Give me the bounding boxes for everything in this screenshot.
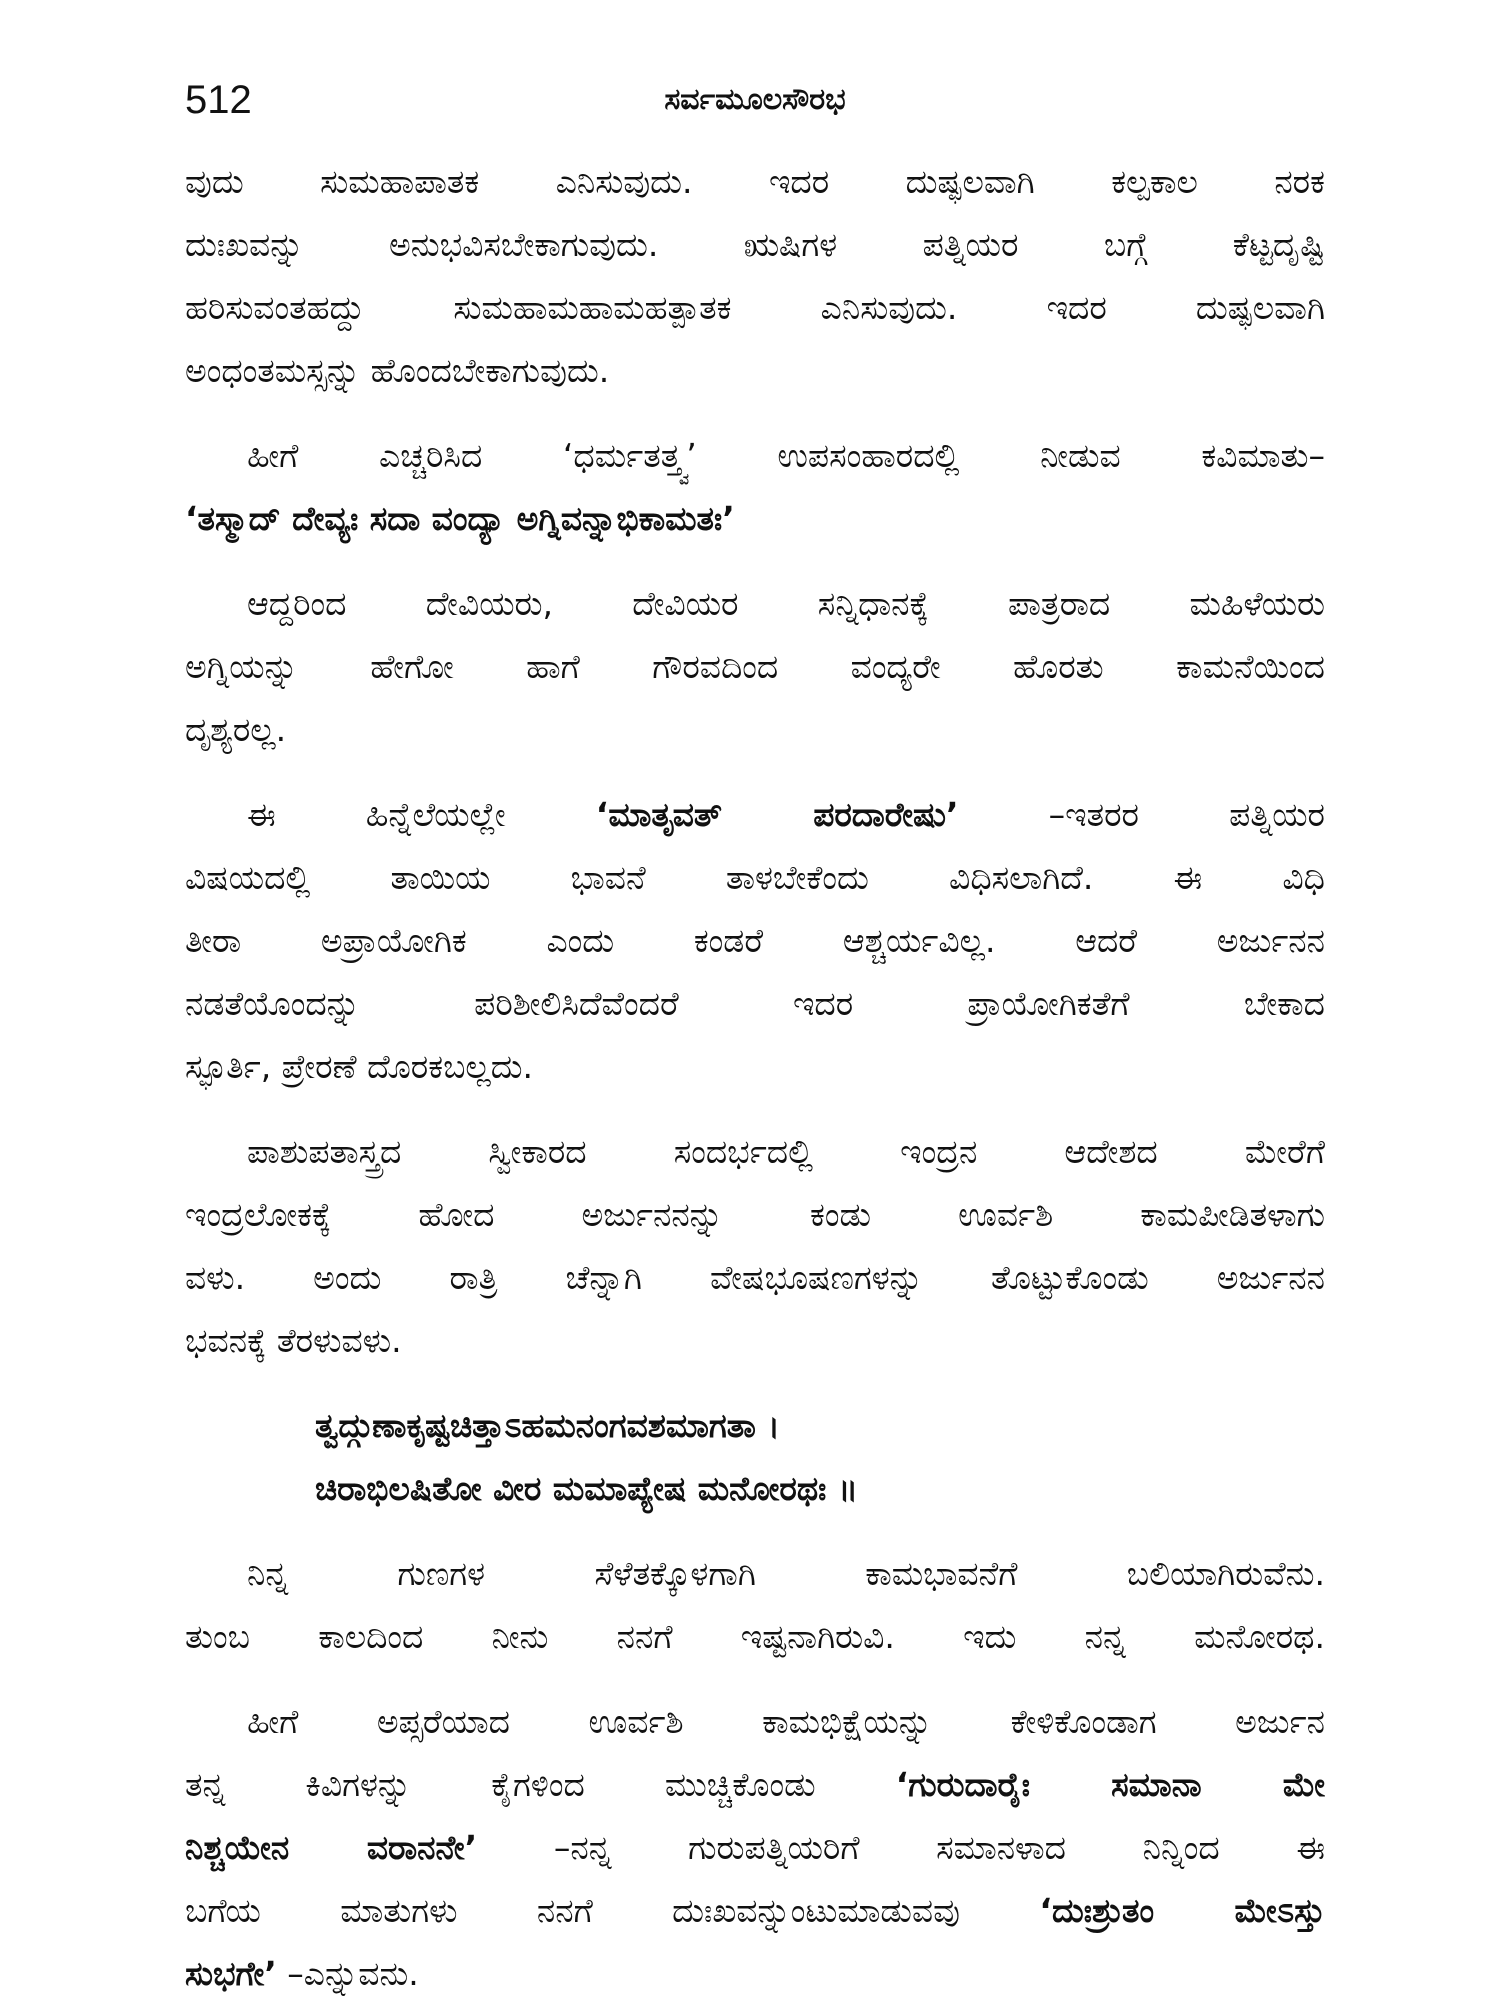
text-line — [185, 783, 1325, 846]
text-run: ತನ್ನ ಕಿವಿಗಳನ್ನು ಕೈಗಳಿಂದ ಮುಚ್ಚಿಕೊಂಡು — [185, 1765, 896, 1804]
text-run: –ನನ್ನ ಗುರುಪತ್ನಿಯರಿಗೆ ಸಮಾನಳಾದ ನಿನ್ನಿಂದ ಈ — [477, 1828, 1325, 1867]
text-line: ನಿನ್ನ ಗುಣಗಳ ಸೆಳೆತಕ್ಕೊಳಗಾಗಿ ಕಾಮಭಾವನೆಗೆ ಬಲಿಯಾಗಿರುವೆನು. — [247, 1554, 1325, 1593]
verse-block — [185, 1394, 1325, 1520]
text-run: ಈ ಹಿನ್ನೆಲೆಯಲ್ಲೇ — [247, 795, 596, 834]
text-line: ನಡತೆಯೊಂದನ್ನು ಪರಿಶೀಲಿಸಿದೆವೆಂದರೆ ಇದರ ಪ್ರಾಯೋಗಿಕತೆಗೆ ಬೇಕಾದ — [185, 984, 1325, 1023]
text-line: ಇಂದ್ರಲೋಕಕ್ಕೆ ಹೋದ ಅರ್ಜುನನನ್ನು ಕಂಡು ಊರ್ವಶಿ ಕಾಮಪೀಡಿತಳಾಗು — [185, 1195, 1325, 1234]
text-run: –ಎನ್ನುವನು. — [276, 1954, 419, 1993]
verse-line: ತ್ವದ್ಗುಣಾಕೃಷ್ಟಚಿತ್ತಾಽಹಮನಂಗವಶಮಾಗತಾ । — [315, 1406, 780, 1445]
text-line: ವಿಷಯದಲ್ಲಿ ತಾಯಿಯ ಭಾವನೆ ತಾಳಬೇಕೆಂದು ವಿಧಿಸಲಾಗಿದೆ. ಈ ವಿಧಿ — [185, 858, 1325, 897]
bold-quote: ‘ಮಾತೃವತ್ ಪರದಾರೇಷು’ — [595, 795, 959, 834]
page-header — [185, 70, 1325, 134]
paragraph-3 — [185, 572, 1325, 761]
paragraph-6 — [185, 1542, 1325, 1668]
text-line: ಹೀಗೆ ಅಪ್ಸರೆಯಾದ ಊರ್ವಶಿ ಕಾಮಭಿಕ್ಷೆಯನ್ನು ಕೇಳಿಕೊಂಡಾಗ ಅರ್ಜುನ — [247, 1702, 1325, 1741]
text-line: ದೃಶ್ಯರಲ್ಲ. — [185, 710, 287, 749]
text-line: ಹೀಗೆ ಎಚ್ಚರಿಸಿದ ‘ಧರ್ಮತತ್ತ್ವ’ ಉಪಸಂಹಾರದಲ್ಲಿ ನೀಡುವ ಕವಿಮಾತು– — [247, 436, 1325, 475]
text-line: ವುದು ಸುಮಹಾಪಾತಕ ಎನಿಸುವುದು. ಇದರ ದುಷ್ಫಲವಾಗಿ ಕಲ್ಪಕಾಲ ನರಕ — [185, 162, 1325, 201]
text-line — [185, 1942, 1325, 2005]
text-line: ಸ್ಫೂರ್ತಿ, ಪ್ರೇರಣೆ ದೊರಕಬಲ್ಲದು. — [185, 1047, 534, 1086]
bold-quote: ‘ಗುರುದಾರೈಃ ಸಮಾನಾ ಮೇ — [895, 1765, 1325, 1804]
page-body — [185, 150, 1325, 2005]
text-run: –ಇತರರ ಪತ್ನಿಯರ — [958, 795, 1325, 834]
text-line — [185, 1879, 1325, 1942]
text-line: ಹರಿಸುವಂತಹದ್ದು ಸುಮಹಾಮಹಾಮಹತ್ಪಾತಕ ಎನಿಸುವುದು. ಇದರ ದುಷ್ಫಲವಾಗಿ — [185, 288, 1325, 327]
text-line: ಭವನಕ್ಕೆ ತೆರಳುವಳು. — [185, 1321, 402, 1360]
paragraph-7 — [185, 1690, 1325, 2005]
bold-quote: ಸುಭಗೇ’ — [185, 1954, 277, 1993]
text-line — [185, 1816, 1325, 1879]
text-line: ಅಗ್ನಿಯನ್ನು ಹೇಗೋ ಹಾಗೆ ಗೌರವದಿಂದ ವಂದ್ಯರೇ ಹೊರತು ಕಾಮನೆಯಿಂದ — [185, 647, 1325, 686]
text-line: ಅಂಧಂತಮಸ್ಸನ್ನು ಹೊಂದಬೇಕಾಗುವುದು. — [185, 351, 610, 390]
paragraph-1 — [185, 150, 1325, 402]
text-line: ತೀರಾ ಅಪ್ರಾಯೋಗಿಕ ಎಂದು ಕಂಡರೆ ಆಶ್ಚರ್ಯವಿಲ್ಲ. ಆದರೆ ಅರ್ಜುನನ — [185, 921, 1325, 960]
page-number: 512 — [185, 78, 252, 122]
text-line: ಆದ್ದರಿಂದ ದೇವಿಯರು, ದೇವಿಯರ ಸನ್ನಿಧಾನಕ್ಕೆ ಪಾತ್ರರಾದ ಮಹಿಳೆಯರು — [247, 584, 1325, 623]
text-line: ವಳು. ಅಂದು ರಾತ್ರಿ ಚೆನ್ನಾಗಿ ವೇಷಭೂಷಣಗಳನ್ನು ತೊಟ್ಟುಕೊಂಡು ಅರ್ಜುನನ — [185, 1258, 1325, 1297]
paragraph-4 — [185, 783, 1325, 1098]
verse-line: ಚಿರಾಭಿಲಷಿತೋ ವೀರ ಮಮಾಪ್ಯೇಷ ಮನೋರಥಃ ॥ — [315, 1469, 858, 1508]
running-title: ಸರ್ವಮೂಲಸೌರಭ — [664, 82, 846, 117]
paragraph-2 — [185, 424, 1325, 550]
quoted-shloka: ‘ತಸ್ಮಾದ್ ದೇವ್ಯಃ ಸದಾ ವಂದ್ಯಾ ಅಗ್ನಿವನ್ನಾಭಿಕಾಮತಃ’ — [185, 499, 735, 538]
text-line: ದುಃಖವನ್ನು ಅನುಭವಿಸಬೇಕಾಗುವುದು. ಋಷಿಗಳ ಪತ್ನಿಯರ ಬಗ್ಗೆ ಕೆಟ್ಟದೃಷ್ಟಿ — [185, 225, 1325, 264]
bold-quote: ‘ದುಃಶ್ರುತಂ ಮೇಽಸ್ತು — [1039, 1891, 1325, 1930]
text-run: ಬಗೆಯ ಮಾತುಗಳು ನನಗೆ ದುಃಖವನ್ನುಂಟುಮಾಡುವವು — [185, 1891, 1040, 1930]
text-line: ತುಂಬ ಕಾಲದಿಂದ ನೀನು ನನಗೆ ಇಷ್ಟನಾಗಿರುವಿ. ಇದು ನನ್ನ ಮನೋರಥ. — [185, 1617, 1325, 1656]
text-line — [185, 1753, 1325, 1816]
text-line: ಪಾಶುಪತಾಸ್ತ್ರದ ಸ್ವೀಕಾರದ ಸಂದರ್ಭದಲ್ಲಿ ಇಂದ್ರನ ಆದೇಶದ ಮೇರೆಗೆ — [247, 1132, 1325, 1171]
bold-quote: ನಿಶ್ಚಯೇನ ವರಾನನೇ’ — [185, 1828, 478, 1867]
paragraph-5 — [185, 1120, 1325, 1372]
